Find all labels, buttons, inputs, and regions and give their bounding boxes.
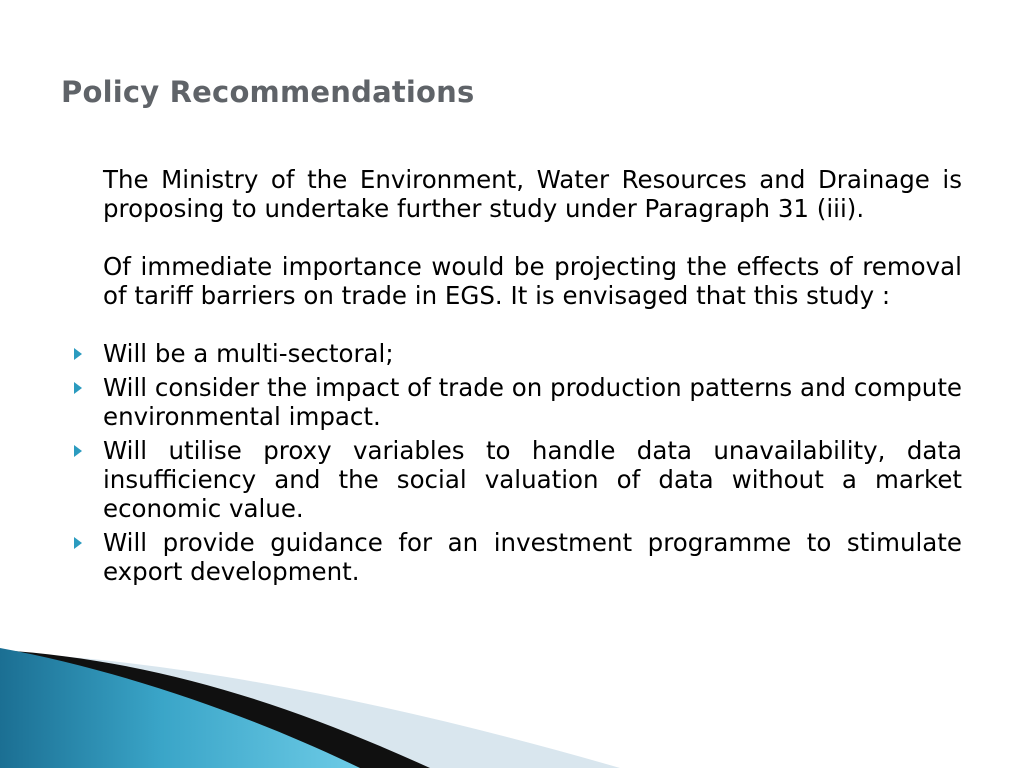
bullet-list bbox=[68, 339, 962, 586]
bullet-item bbox=[68, 373, 962, 431]
slide-body bbox=[68, 165, 962, 591]
blue-wave bbox=[0, 648, 360, 768]
bullet-item bbox=[68, 436, 962, 523]
triangle-right-icon bbox=[72, 536, 84, 550]
dark-stripe bbox=[0, 650, 430, 768]
bullet-item bbox=[68, 339, 962, 368]
slide-title: Policy Recommendations bbox=[61, 75, 475, 109]
triangle-right-icon bbox=[72, 381, 84, 395]
bullet-item bbox=[68, 528, 962, 586]
triangle-right-icon bbox=[72, 444, 84, 458]
bullet-text: Will utilise proxy variables to handle data unavailability, data insufficiency and the social valuation of data without a market economic value. bbox=[103, 436, 962, 523]
triangle-right-icon bbox=[72, 347, 84, 361]
bullet-text: Will provide guidance for an investment programme to stimulate export development. bbox=[103, 528, 962, 586]
paragraph-immediate-importance: Of immediate importance would be projecting the effects of removal of tariff barriers on trade in EGS. It is envisaged that this study : bbox=[103, 252, 962, 310]
bullet-text: Will consider the impact of trade on production patterns and compute environmental impact. bbox=[103, 373, 962, 431]
light-stripe bbox=[0, 652, 620, 768]
bullet-text: Will be a multi-sectoral; bbox=[103, 339, 394, 368]
paragraph-study-intro: The Ministry of the Environment, Water Resources and Drainage is proposing to undertake further study under Paragraph 31 (iii). bbox=[103, 165, 962, 223]
